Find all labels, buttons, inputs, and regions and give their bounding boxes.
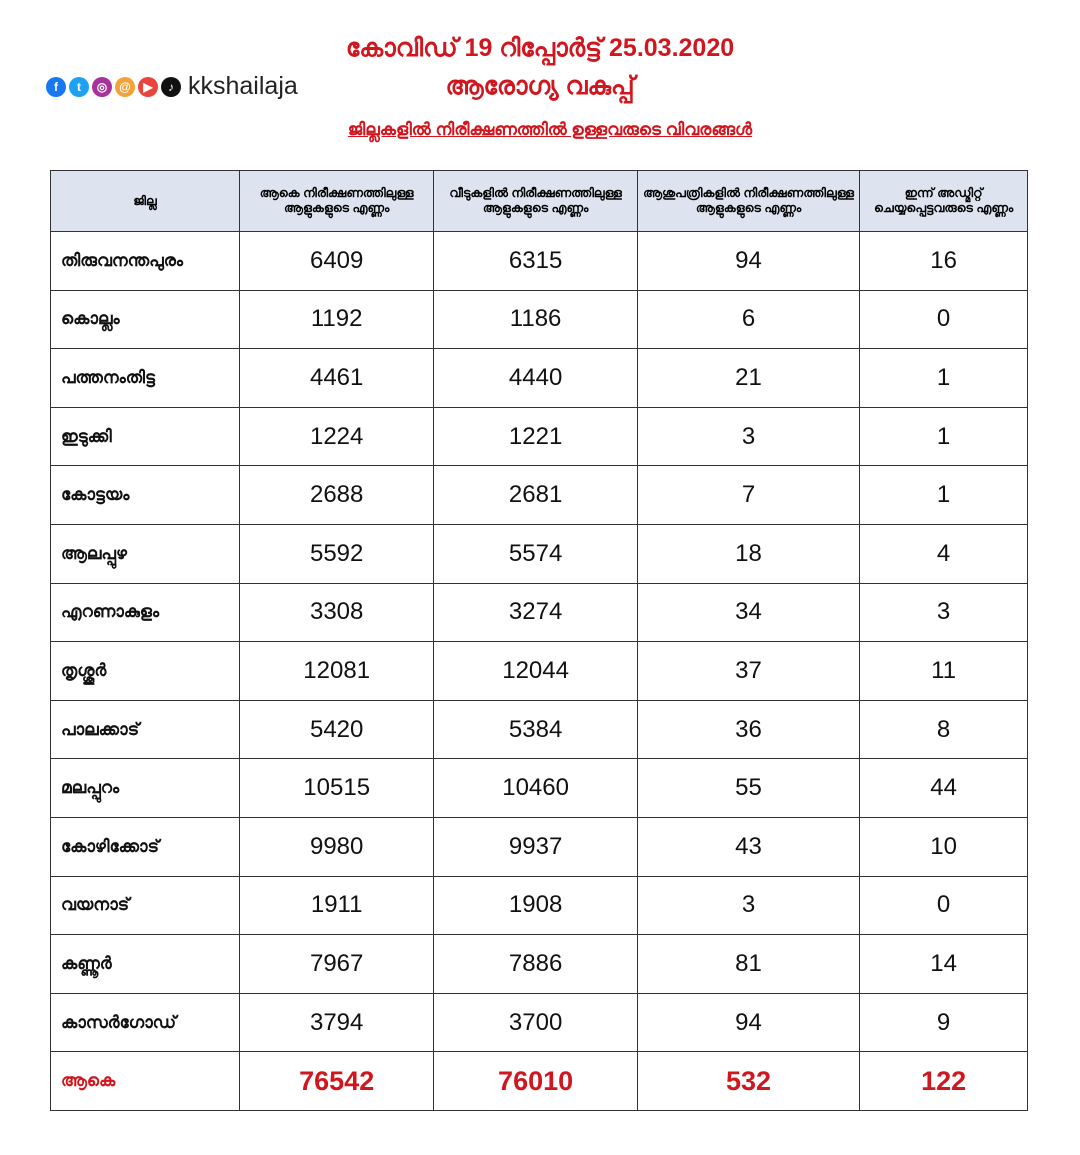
district-name: ആകെ <box>51 1052 240 1111</box>
district-name: കണ്ണൂർ <box>51 935 240 994</box>
cell-value: 6315 <box>434 232 638 291</box>
cell-value: 9937 <box>434 817 638 876</box>
cell-value: 37 <box>637 642 859 701</box>
cell-value: 1224 <box>240 407 434 466</box>
cell-value: 21 <box>637 349 859 408</box>
table-row <box>51 583 1028 642</box>
district-name: കാസർഗോഡ് <box>51 993 240 1052</box>
cell-value: 10 <box>860 817 1028 876</box>
table-row <box>51 349 1028 408</box>
district-table <box>50 170 1028 1111</box>
table-row <box>51 935 1028 994</box>
cell-value: 7886 <box>434 935 638 994</box>
table-row <box>51 642 1028 701</box>
cell-value: 4440 <box>434 349 638 408</box>
cell-value: 3794 <box>240 993 434 1052</box>
table-row <box>51 232 1028 291</box>
table-row <box>51 759 1028 818</box>
cell-value: 36 <box>637 700 859 759</box>
cell-value: 94 <box>637 993 859 1052</box>
cell-value: 4 <box>860 524 1028 583</box>
cell-value: 11 <box>860 642 1028 701</box>
cell-value: 7 <box>637 466 859 525</box>
cell-value: 43 <box>637 817 859 876</box>
cell-value: 1192 <box>240 290 434 349</box>
cell-value: 6409 <box>240 232 434 291</box>
district-name: പാലക്കാട് <box>51 700 240 759</box>
column-header: ജില്ല <box>51 171 240 232</box>
cell-value: 9980 <box>240 817 434 876</box>
cell-value: 0 <box>860 876 1028 935</box>
cell-value: 10515 <box>240 759 434 818</box>
tiktok-icon: ♪ <box>161 77 181 97</box>
district-name: തിരുവനന്തപുരം <box>51 232 240 291</box>
cell-value: 44 <box>860 759 1028 818</box>
cell-value: 76542 <box>240 1052 434 1111</box>
cell-value: 7967 <box>240 935 434 994</box>
cell-value: 3274 <box>434 583 638 642</box>
table-row <box>51 290 1028 349</box>
cell-value: 3 <box>860 583 1028 642</box>
cell-value: 3 <box>637 407 859 466</box>
cell-value: 81 <box>637 935 859 994</box>
cell-value: 5420 <box>240 700 434 759</box>
cell-value: 1 <box>860 407 1028 466</box>
cell-value: 5592 <box>240 524 434 583</box>
cell-value: 3700 <box>434 993 638 1052</box>
cell-value: 1186 <box>434 290 638 349</box>
social-handle: kkshailaja <box>188 72 298 100</box>
district-name: ആലപ്പുഴ <box>51 524 240 583</box>
cell-value: 14 <box>860 935 1028 994</box>
facebook-icon: f <box>46 77 66 97</box>
column-header: ആശുപത്രികളിൽ നിരീക്ഷണത്തിലുള്ള ആളുകളുടെ എണ്ണം <box>637 171 859 232</box>
district-name: പത്തനംതിട്ട <box>51 349 240 408</box>
table-row <box>51 876 1028 935</box>
column-header: ഇന്ന് അഡ്മിറ്റ് ചെയ്യപ്പെട്ടവരുടെ എണ്ണം <box>860 171 1028 232</box>
cell-value: 94 <box>637 232 859 291</box>
cell-value: 3308 <box>240 583 434 642</box>
cell-value: 2688 <box>240 466 434 525</box>
cell-value: 5574 <box>434 524 638 583</box>
report-subtitle: ജില്ലകളിൽ നിരീക്ഷണത്തിൽ ഉള്ളവരുടെ വിവരങ്ങൾ <box>347 120 753 139</box>
cell-value: 1 <box>860 466 1028 525</box>
cell-value: 76010 <box>434 1052 638 1111</box>
social-bar <box>46 72 298 101</box>
cell-value: 122 <box>860 1052 1028 1111</box>
cell-value: 55 <box>637 759 859 818</box>
district-name: ഇടുക്കി <box>51 407 240 466</box>
cell-value: 8 <box>860 700 1028 759</box>
cell-value: 1 <box>860 349 1028 408</box>
cell-value: 12081 <box>240 642 434 701</box>
department-name: ആരോഗ്യ വകുപ്പ് <box>445 72 635 100</box>
total-row <box>51 1052 1028 1111</box>
district-name: എറണാകുളം <box>51 583 240 642</box>
table-row <box>51 700 1028 759</box>
cell-value: 9 <box>860 993 1028 1052</box>
twitter-icon: t <box>69 77 89 97</box>
table-row <box>51 466 1028 525</box>
cell-value: 1221 <box>434 407 638 466</box>
sharechat-icon: @ <box>115 77 135 97</box>
report-title: കോവിഡ് 19 റിപ്പോർട്ട് 25.03.2020 <box>345 34 735 62</box>
cell-value: 1911 <box>240 876 434 935</box>
cell-value: 6 <box>637 290 859 349</box>
cell-value: 10460 <box>434 759 638 818</box>
cell-value: 3 <box>637 876 859 935</box>
district-name: കൊല്ലം <box>51 290 240 349</box>
table-row <box>51 407 1028 466</box>
district-name: വയനാട് <box>51 876 240 935</box>
district-name: മലപ്പുറം <box>51 759 240 818</box>
table-row <box>51 817 1028 876</box>
cell-value: 34 <box>637 583 859 642</box>
youtube-icon: ▶ <box>138 77 158 97</box>
column-header: ആകെ നിരീക്ഷണത്തിലുള്ള ആളുകളുടെ എണ്ണം <box>240 171 434 232</box>
cell-value: 5384 <box>434 700 638 759</box>
instagram-icon: ◎ <box>92 77 112 97</box>
cell-value: 2681 <box>434 466 638 525</box>
cell-value: 18 <box>637 524 859 583</box>
table-row <box>51 524 1028 583</box>
table-header-row <box>51 171 1028 232</box>
cell-value: 4461 <box>240 349 434 408</box>
table-row <box>51 993 1028 1052</box>
cell-value: 0 <box>860 290 1028 349</box>
district-name: കോഴിക്കോട് <box>51 817 240 876</box>
cell-value: 1908 <box>434 876 638 935</box>
district-name: കോട്ടയം <box>51 466 240 525</box>
cell-value: 12044 <box>434 642 638 701</box>
district-name: തൃശ്ശൂർ <box>51 642 240 701</box>
cell-value: 532 <box>637 1052 859 1111</box>
cell-value: 16 <box>860 232 1028 291</box>
column-header: വീടുകളിൽ നിരീക്ഷണത്തിലുള്ള ആളുകളുടെ എണ്ണം <box>434 171 638 232</box>
